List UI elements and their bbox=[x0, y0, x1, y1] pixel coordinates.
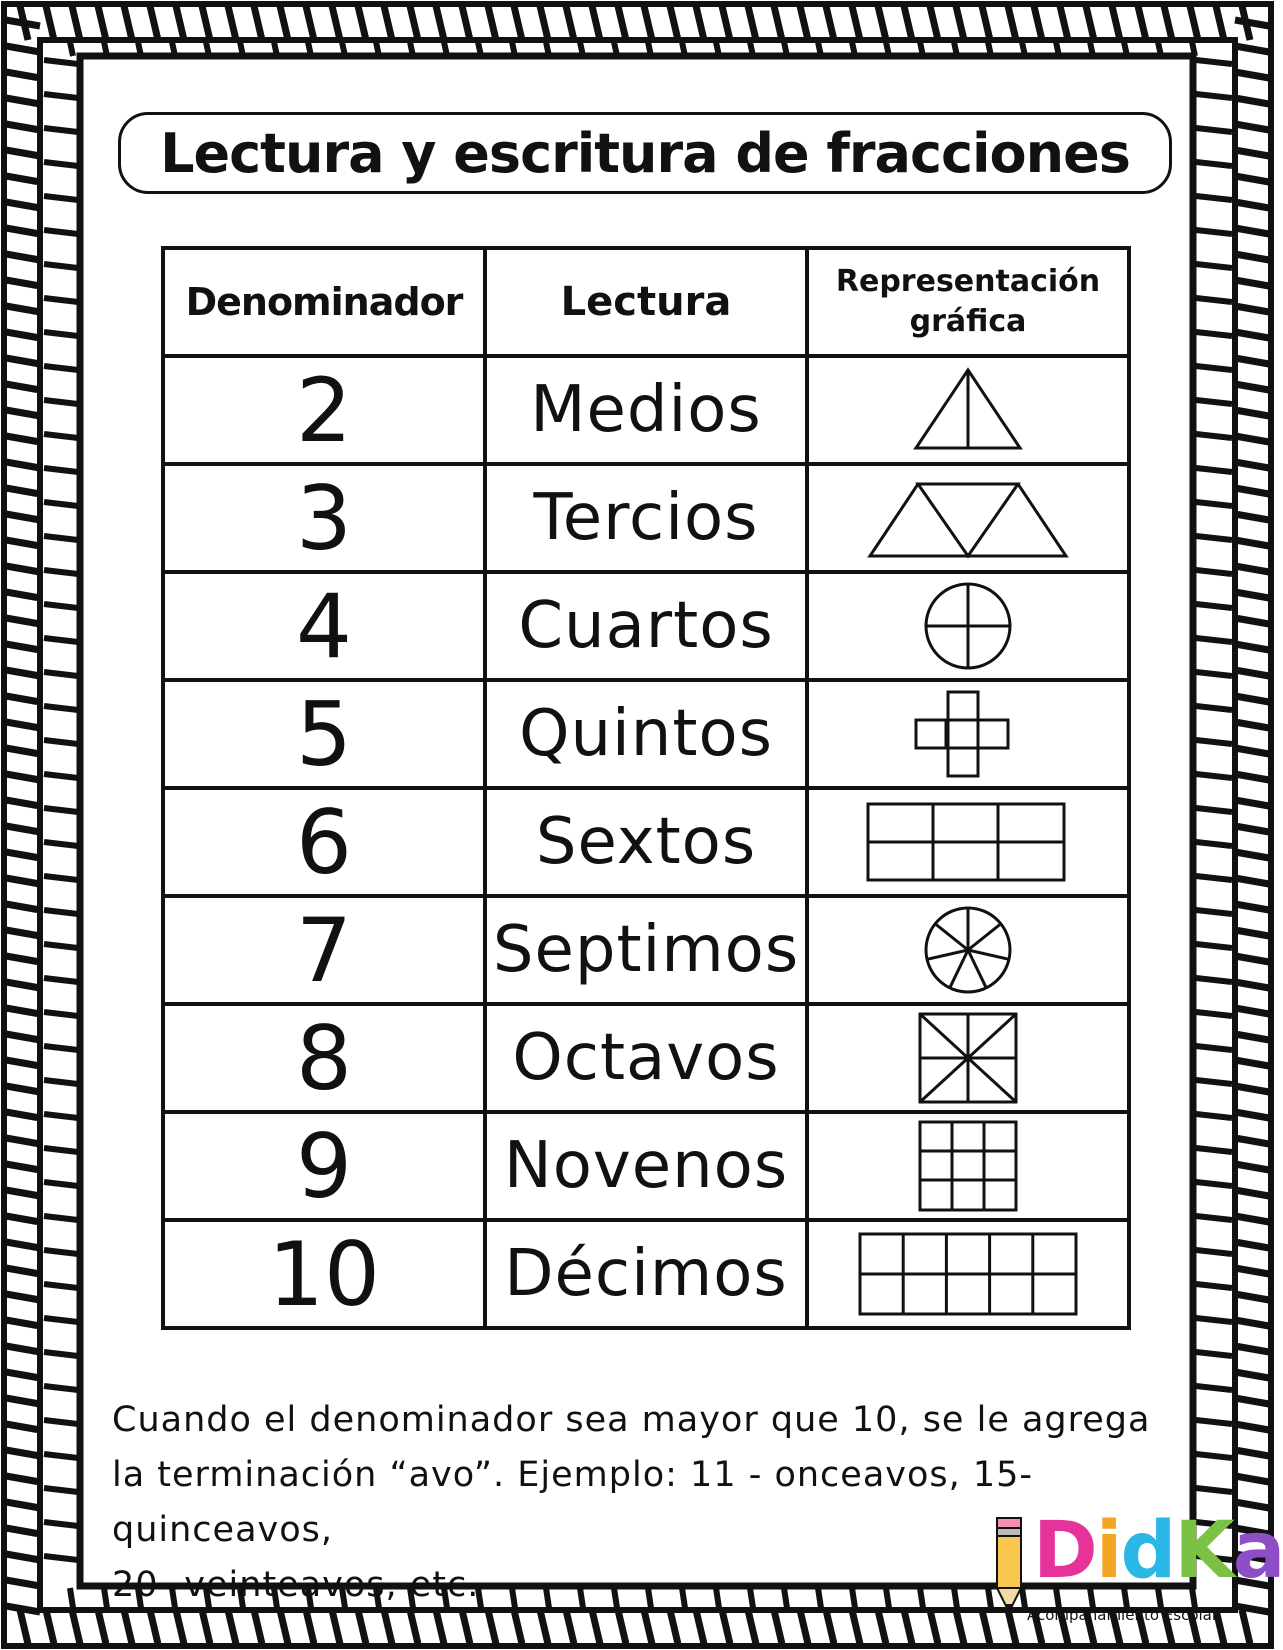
didka-logo bbox=[985, 1506, 1283, 1636]
header-representacion-line2: gráfica bbox=[909, 304, 1027, 339]
denominator-cell: 8 bbox=[163, 1004, 485, 1112]
header-representacion bbox=[807, 248, 1129, 356]
graphic-cell bbox=[807, 680, 1129, 788]
header-lectura: Lectura bbox=[485, 248, 807, 356]
rectangle-tenths-icon bbox=[858, 1226, 1078, 1322]
reading-cell: Septimos bbox=[485, 896, 807, 1004]
cross-fifths-icon bbox=[858, 686, 1078, 782]
graphic-cell bbox=[807, 1004, 1129, 1112]
rectangle-sixths-icon bbox=[858, 794, 1078, 890]
logo-letter: a bbox=[1232, 1506, 1283, 1596]
graphic-cell bbox=[807, 788, 1129, 896]
logo-subtitle: Acompañamiento Escolar bbox=[1027, 1606, 1219, 1624]
pencil-icon bbox=[985, 1512, 1035, 1617]
table-row bbox=[163, 788, 1129, 896]
graphic-cell bbox=[807, 356, 1129, 464]
table-row bbox=[163, 680, 1129, 788]
graphic-cell bbox=[807, 1112, 1129, 1220]
note-line-3: 20- veinteavos, etc. bbox=[112, 1565, 480, 1605]
reading-cell: Tercios bbox=[485, 464, 807, 572]
reading-cell: Quintos bbox=[485, 680, 807, 788]
graphic-cell bbox=[807, 1220, 1129, 1328]
graphic-cell bbox=[807, 896, 1129, 1004]
page-title-box bbox=[118, 112, 1172, 194]
triangle-halves-icon bbox=[858, 362, 1078, 458]
header-denominador: Denominador bbox=[163, 248, 485, 356]
denominator-cell: 7 bbox=[163, 896, 485, 1004]
grid-ninths-icon bbox=[858, 1118, 1078, 1214]
logo-letter: D bbox=[1033, 1506, 1096, 1596]
reading-cell: Cuartos bbox=[485, 572, 807, 680]
table-row bbox=[163, 1112, 1129, 1220]
denominator-cell: 10 bbox=[163, 1220, 485, 1328]
denominator-cell: 3 bbox=[163, 464, 485, 572]
logo-wordmark bbox=[1033, 1506, 1283, 1596]
note-line-2: la terminación “avo”. Ejemplo: 11 - onceavos, 15-quinceavos, bbox=[112, 1455, 1034, 1550]
table-row bbox=[163, 572, 1129, 680]
graphic-cell bbox=[807, 572, 1129, 680]
denominator-cell: 6 bbox=[163, 788, 485, 896]
table-row bbox=[163, 356, 1129, 464]
table-header-row bbox=[163, 248, 1129, 356]
logo-letter: K bbox=[1174, 1506, 1233, 1596]
fractions-table bbox=[161, 246, 1131, 1330]
reading-cell: Octavos bbox=[485, 1004, 807, 1112]
denominator-cell: 9 bbox=[163, 1112, 485, 1220]
circle-sevenths-icon bbox=[858, 902, 1078, 998]
note-line-1: Cuando el denominador sea mayor que 10, se le agrega bbox=[112, 1400, 1151, 1440]
reading-cell: Novenos bbox=[485, 1112, 807, 1220]
triangle-thirds-icon bbox=[858, 470, 1078, 566]
table-row bbox=[163, 1220, 1129, 1328]
square-eighths-icon bbox=[858, 1010, 1078, 1106]
graphic-cell bbox=[807, 464, 1129, 572]
reading-cell: Medios bbox=[485, 356, 807, 464]
logo-letter: i bbox=[1095, 1506, 1121, 1596]
reading-cell: Sextos bbox=[485, 788, 807, 896]
denominator-cell: 5 bbox=[163, 680, 485, 788]
circle-quarters-icon bbox=[858, 578, 1078, 674]
table-row bbox=[163, 464, 1129, 572]
logo-letter: d bbox=[1120, 1506, 1175, 1596]
denominator-cell: 2 bbox=[163, 356, 485, 464]
table-row bbox=[163, 1004, 1129, 1112]
reading-cell: Décimos bbox=[485, 1220, 807, 1328]
table-row bbox=[163, 896, 1129, 1004]
denominator-cell: 4 bbox=[163, 572, 485, 680]
header-representacion-line1: Representación bbox=[835, 263, 1101, 299]
page-title: Lectura y escritura de fracciones bbox=[160, 121, 1130, 185]
